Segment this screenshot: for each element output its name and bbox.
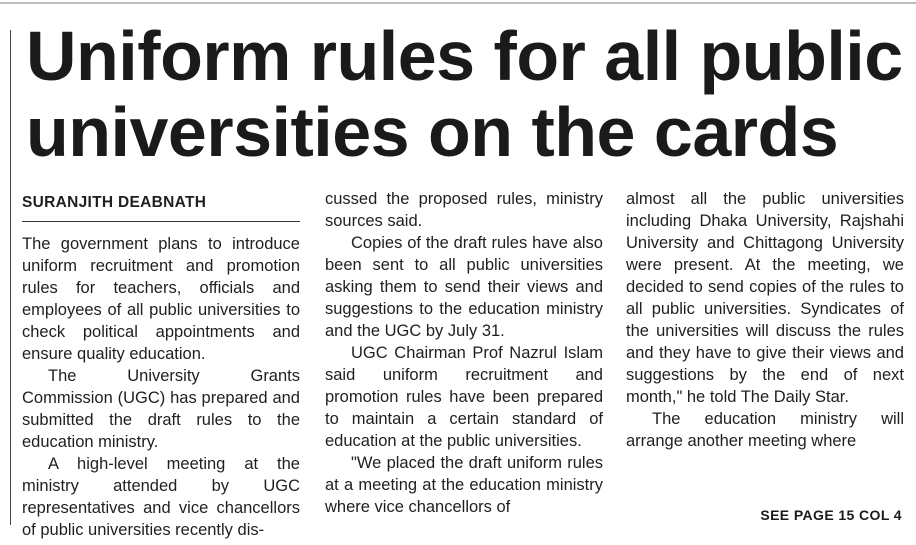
left-column-rule [10, 30, 11, 525]
paragraph: UGC Chairman Prof Nazrul Islam said uniform recruitment and promotion rules have been prepared to maintain a certain standard of education at the public universities. [325, 344, 603, 450]
paragraph: "We placed the draft uniform rules at a meeting at the education ministry where vice chancellors of [325, 454, 603, 516]
article-column-2 [325, 188, 603, 518]
paragraph: The education ministry will arrange another meeting where [626, 410, 904, 450]
paragraph: A high-level meeting at the ministry attended by UGC representatives and vice chancellors of public universities recently dis- [22, 455, 300, 539]
paragraph: cussed the proposed rules, ministry sources said. [325, 190, 603, 230]
headline: Uniform rules for all public universities on the cards [26, 17, 903, 171]
article-column-3 [626, 188, 904, 452]
paragraph: almost all the public universities including Dhaka University, Rajshahi University and Chittagong University were present. At the meeting, we decided to send copies of the rules to all public universities. Syndicates of the universities will discuss the rules and they have to give their views and suggestions by the end of next month," he told The Daily Star. [626, 190, 904, 406]
article-column-1 [22, 188, 300, 541]
paragraph: The government plans to introduce uniform recruitment and promotion rules for teachers, officials and employees of all public universities to check political appointments and ensure quality education. [22, 235, 300, 363]
byline-text: SURANJITH DEABNATH [22, 194, 207, 211]
byline [22, 188, 300, 222]
paragraph: The University Grants Commission (UGC) has prepared and submitted the draft rules to the education ministry. [22, 367, 300, 451]
continuation-jump-line: SEE PAGE 15 COL 4 [760, 507, 902, 523]
paragraph: Copies of the draft rules have also been sent to all public universities asking them to send their views and suggestions to the education ministry and the UGC by July 31. [325, 234, 603, 340]
top-rule [0, 2, 916, 4]
